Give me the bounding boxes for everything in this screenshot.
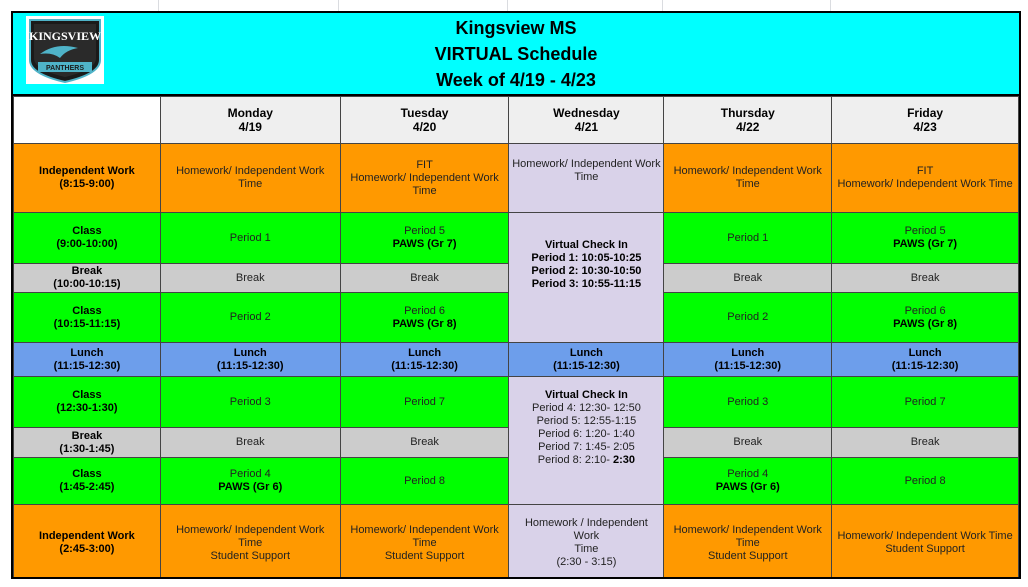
- check-in-title: Virtual Check In: [544, 389, 628, 401]
- label-time: (1:45-2:45): [59, 481, 115, 493]
- cell-thu[interactable]: Period 3: [664, 377, 832, 428]
- check-in-period: Period 7: 1:45- 2:05: [538, 441, 635, 453]
- label-time: (9:00-10:00): [56, 238, 118, 250]
- cell-line: Homework/ Independent Work Time: [837, 178, 1013, 190]
- cell-mon[interactable]: Period 2: [160, 293, 340, 343]
- header-monday[interactable]: [160, 97, 340, 144]
- label-time: (12:30-1:30): [56, 402, 118, 414]
- check-in-period: Period 5: 12:55-1:15: [536, 415, 637, 427]
- label-time: (1:30-1:45): [59, 442, 115, 455]
- cell-thu[interactable]: [664, 343, 832, 377]
- schedule-subtitle: VIRTUAL Schedule: [434, 44, 598, 64]
- check-in-period: Period 1: 10:05-10:25: [531, 252, 642, 264]
- day-name: Wednesday: [553, 106, 620, 120]
- svg-text:KINGSVIEW: KINGSVIEW: [28, 29, 102, 43]
- row-label[interactable]: [14, 293, 161, 343]
- cell-thu[interactable]: Break: [664, 264, 832, 293]
- check-in-period: Period 6: 1:20- 1:40: [538, 428, 635, 440]
- label-time: (2:45-3:00): [59, 543, 115, 555]
- cell-line: Student Support: [210, 549, 291, 562]
- title-banner: [13, 13, 1019, 96]
- paws-label: PAWS (Gr 8): [392, 317, 457, 330]
- corner-cell: [14, 97, 161, 144]
- cell-line: Student Support: [384, 549, 465, 562]
- label-text: Independent Work: [39, 530, 135, 542]
- cell-fri[interactable]: [832, 144, 1019, 213]
- check-in-period: Period 3: 10:55-11:15: [531, 278, 642, 290]
- cell-fri[interactable]: [832, 343, 1019, 377]
- day-name: Friday: [907, 106, 944, 120]
- cell-line: Student Support: [708, 549, 788, 562]
- cell-line: Homework/ Independent Work: [350, 523, 499, 536]
- check-in-period-end: 2:30: [613, 454, 636, 466]
- day-date: 4/19: [238, 120, 262, 134]
- cell-line: Student Support: [885, 543, 965, 555]
- cell-line: (11:15-12:30): [714, 359, 782, 372]
- cell-fri[interactable]: Break: [832, 264, 1019, 293]
- label-text: Class: [72, 468, 102, 480]
- check-in-period: Period 4: 12:30- 12:50: [531, 402, 641, 414]
- cell-line: Period 5: [404, 225, 446, 237]
- cell-tue[interactable]: [340, 343, 509, 377]
- cell-line: Period 5: [904, 225, 946, 237]
- cell-tue[interactable]: Break: [340, 264, 509, 293]
- cell-tue[interactable]: Break: [340, 428, 509, 458]
- cell-thu[interactable]: Period 2: [664, 293, 832, 343]
- cell-fri[interactable]: [832, 505, 1019, 580]
- cell-line: Lunch: [731, 346, 765, 359]
- check-in-period-start: Period 8: 2:10-: [537, 454, 613, 466]
- label-time: (8:15-9:00): [59, 178, 115, 190]
- cell-line: Lunch: [233, 346, 267, 359]
- cell-line: Homework/ Independent Work Time: [837, 530, 1013, 542]
- cell-line: Homework/ Independent Work Time: [176, 523, 325, 549]
- cell-mon[interactable]: Period 3: [160, 377, 340, 428]
- cell-line: FIT: [916, 165, 934, 177]
- day-date: 4/23: [913, 120, 937, 134]
- cell-tue[interactable]: [340, 505, 509, 580]
- cell-thu[interactable]: Period 1: [664, 213, 832, 264]
- cell-mon[interactable]: Break: [160, 264, 340, 293]
- cell-fri[interactable]: Period 7: [832, 377, 1019, 428]
- cell-line: FIT: [416, 158, 433, 171]
- paws-label: PAWS (Gr 8): [893, 317, 958, 330]
- label-time: (11:15-12:30): [53, 359, 121, 372]
- row-label[interactable]: [14, 264, 161, 293]
- virtual-check-in-morning[interactable]: [509, 213, 664, 343]
- label-text: Class: [72, 389, 102, 401]
- check-in-period: [511, 454, 661, 467]
- cell-mon[interactable]: [160, 458, 340, 505]
- paws-label: PAWS (Gr 6): [218, 481, 283, 493]
- cell-thu[interactable]: Homework/ Independent Work Time: [664, 144, 832, 213]
- paws-label: PAWS (Gr 7): [893, 238, 958, 250]
- cell-mon[interactable]: Period 1: [160, 213, 340, 264]
- cell-mon[interactable]: [160, 505, 340, 580]
- cell-wed[interactable]: Homework/ Independent Work Time: [509, 144, 664, 213]
- cell-line: (11:15-12:30): [553, 359, 620, 372]
- cell-line: (11:15-12:30): [391, 359, 458, 372]
- label-text: Class: [72, 225, 102, 237]
- cell-wed[interactable]: [509, 505, 664, 580]
- cell-line: (11:15-12:30): [891, 359, 959, 372]
- svg-text:PANTHERS: PANTHERS: [46, 65, 84, 72]
- virtual-check-in-afternoon[interactable]: [509, 377, 664, 505]
- day-name: Monday: [227, 106, 273, 120]
- label-text: Class: [72, 304, 102, 317]
- row-label[interactable]: [14, 343, 161, 377]
- label-text: Break: [71, 429, 103, 442]
- schedule-table: [13, 96, 1019, 579]
- cell-tue[interactable]: [340, 144, 509, 213]
- row-label[interactable]: [14, 377, 161, 428]
- week-title: Week of 4/19 - 4/23: [436, 70, 596, 90]
- cell-tue[interactable]: Period 8: [340, 458, 509, 505]
- cell-line: Period 6: [904, 304, 946, 317]
- school-title: Kingsview MS: [455, 18, 577, 38]
- cell-tue[interactable]: [340, 293, 509, 343]
- schedule-sheet: [11, 11, 1021, 579]
- check-in-title: Virtual Check In: [544, 239, 628, 251]
- paws-label: PAWS (Gr 7): [392, 238, 457, 250]
- cell-line: Period 4: [229, 468, 271, 480]
- label-time: (10:15-11:15): [53, 317, 121, 330]
- cell-line: Homework / Independent Work: [524, 517, 648, 542]
- cell-tue[interactable]: [340, 213, 509, 264]
- cell-line: Homework/ Independent Work Time: [350, 171, 499, 197]
- row-label[interactable]: [14, 428, 161, 458]
- cell-line: Lunch: [569, 346, 603, 359]
- header-tuesday[interactable]: [340, 97, 509, 144]
- cell-line: Time: [412, 536, 437, 549]
- label-text: Independent Work: [39, 165, 135, 177]
- cell-tue[interactable]: Period 7: [340, 377, 509, 428]
- cell-fri[interactable]: Period 8: [832, 458, 1019, 505]
- row-class-1: [14, 213, 1019, 264]
- header-thursday[interactable]: [664, 97, 832, 144]
- cell-wed[interactable]: [509, 343, 664, 377]
- cell-line: Period 4: [727, 468, 769, 480]
- header-friday[interactable]: [832, 97, 1019, 144]
- cell-thu[interactable]: [664, 505, 832, 580]
- row-label[interactable]: [14, 505, 161, 580]
- cell-mon[interactable]: Homework/ Independent Work Time: [160, 144, 340, 213]
- row-class-3: [14, 377, 1019, 428]
- cell-line: Homework/ Independent Work: [673, 523, 822, 536]
- cell-line: (2:30 - 3:15): [556, 556, 617, 568]
- row-label[interactable]: [14, 213, 161, 264]
- day-date: 4/22: [736, 120, 760, 134]
- header-wednesday[interactable]: [509, 97, 664, 144]
- cell-line: Time: [574, 543, 599, 555]
- row-lunch: [14, 343, 1019, 377]
- label-text: Lunch: [70, 346, 104, 359]
- cell-mon[interactable]: Break: [160, 428, 340, 458]
- cell-thu[interactable]: Break: [664, 428, 832, 458]
- cell-fri[interactable]: Break: [832, 428, 1019, 458]
- cell-line: Lunch: [908, 346, 942, 359]
- day-header-row: [14, 97, 1019, 144]
- row-independent-afternoon: [14, 505, 1019, 580]
- day-date: 4/20: [412, 120, 437, 134]
- day-date: 4/21: [574, 120, 599, 134]
- cell-fri[interactable]: [832, 213, 1019, 264]
- row-label[interactable]: [14, 144, 161, 213]
- cell-mon[interactable]: [160, 343, 340, 377]
- cell-line: Time: [735, 536, 760, 549]
- row-independent-morning: [14, 144, 1019, 213]
- day-name: Thursday: [720, 106, 775, 120]
- cell-fri[interactable]: [832, 293, 1019, 343]
- paws-label: PAWS (Gr 6): [715, 481, 780, 493]
- cell-thu[interactable]: [664, 458, 832, 505]
- label-time: (10:00-10:15): [53, 278, 121, 290]
- cell-line: (11:15-12:30): [216, 359, 284, 372]
- cell-line: Period 6: [404, 304, 446, 317]
- day-name: Tuesday: [400, 106, 449, 120]
- label-text: Break: [71, 265, 103, 277]
- row-label[interactable]: [14, 458, 161, 505]
- cell-line: Lunch: [408, 346, 442, 359]
- check-in-period: Period 2: 10:30-10:50: [531, 265, 642, 277]
